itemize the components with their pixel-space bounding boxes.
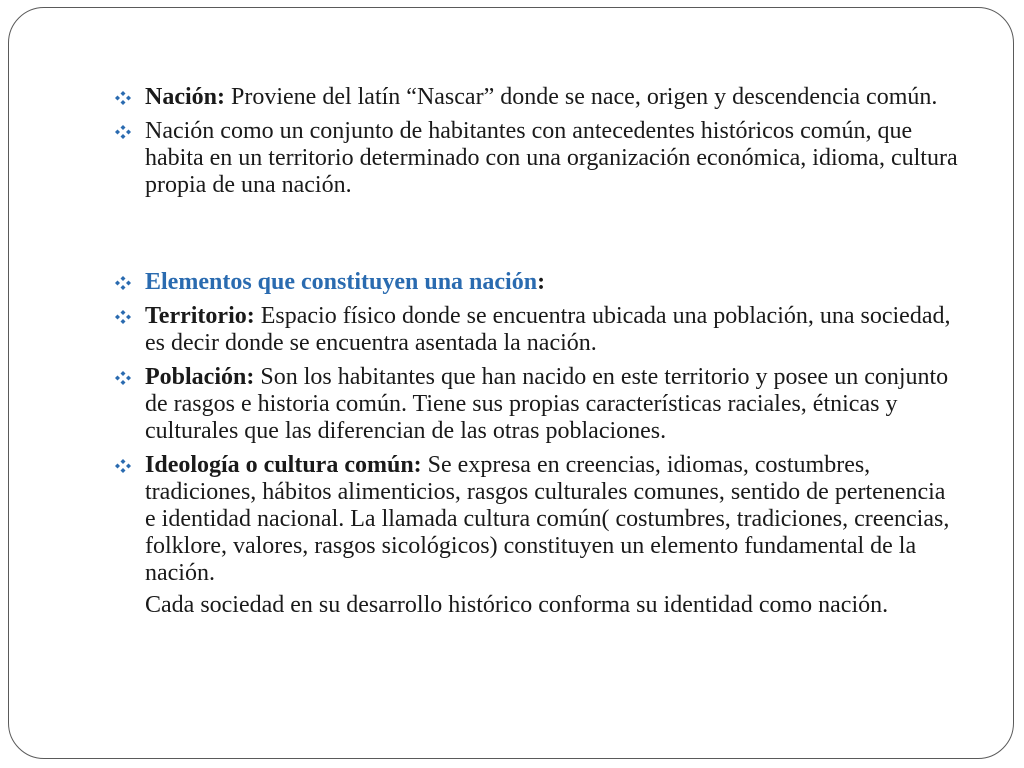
item-lead: Población:	[145, 364, 255, 390]
bullet-item-poblacion	[112, 364, 962, 445]
item-lead: Territorio:	[145, 303, 255, 329]
section-heading: Elementos que constituyen una nación	[145, 269, 538, 295]
diamond-bullet-icon	[114, 124, 132, 140]
item-text: Son los habitantes que han nacido en este territorio y posee un conjunto de rasgos e historia común. Tiene sus propias características raciales, étnicas y culturales que las diferencian de las otras poblaciones.	[145, 364, 949, 444]
item-text: Proviene del latín “Nascar” donde se nace, origen y descendencia común.	[225, 84, 938, 110]
closing-paragraph: Cada sociedad en su desarrollo histórico conforma su identidad como nación.	[145, 592, 889, 618]
item-text: Espacio físico donde se encuentra ubicada una población, una sociedad, es decir donde se encuentra asentada la nación.	[145, 303, 951, 356]
diamond-bullet-icon	[114, 90, 132, 106]
diamond-bullet-icon	[114, 275, 132, 291]
bullet-item-nacion-conjunto	[112, 118, 962, 199]
item-lead: Nación:	[145, 84, 225, 110]
item-text: Nación como un conjunto de habitantes con antecedentes históricos común, que habita en un territorio determinado con una organización económica, idioma, cultura propia de una nación.	[145, 118, 958, 198]
slide-content	[112, 84, 962, 619]
bullet-item-nacion-definition	[112, 84, 962, 111]
bullet-item-ideologia	[112, 452, 962, 587]
diamond-bullet-icon	[114, 458, 132, 474]
bullet-item-elementos-heading	[112, 269, 962, 296]
section-heading-colon: :	[537, 269, 546, 295]
item-lead: Ideología o cultura común:	[145, 452, 422, 478]
diamond-bullet-icon	[114, 370, 132, 386]
item-text: Se expresa en creencias, idiomas, costumbres, tradiciones, hábitos alimenticios, rasgos culturales comunes, sentido de pertenencia e identidad nacional. La llamada cultura común( costumbres, tradiciones, creencias, folklore, valores, rasgos sicológicos) constituyen un elemento fundamental de la nación.	[145, 452, 950, 586]
diamond-bullet-icon	[114, 309, 132, 325]
bullet-item-territorio	[112, 303, 962, 357]
